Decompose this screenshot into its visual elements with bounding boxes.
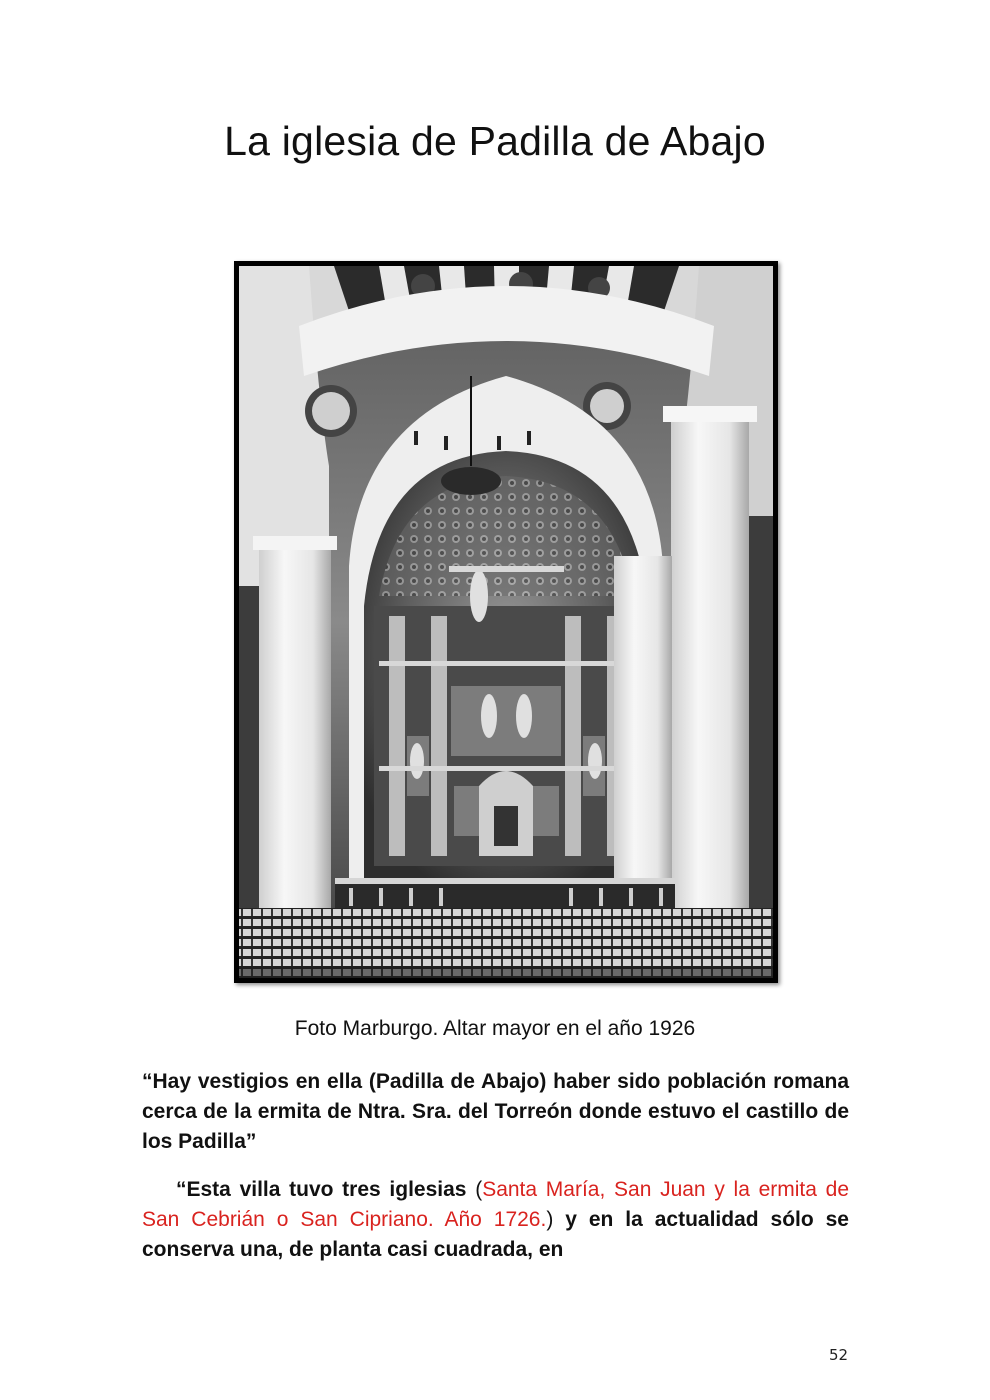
quote-paragraph-2 <box>142 1175 849 1265</box>
photo-caption: Foto Marburgo. Altar mayor en el año 1926 <box>294 1017 696 1040</box>
quote2-red-highlight: Santa María, San Juan y la ermita de San Cebrián o San Cipriano. Año 1726. <box>142 1178 850 1231</box>
quote2-text-end: y en la actualidad sólo se conserva una, de planta casi cuadrada, en <box>142 1208 849 1261</box>
altar-photo-illustration <box>239 266 773 978</box>
page-title: La iglesia de Padilla de Abajo <box>224 118 766 164</box>
quote2-paren-open: ( <box>475 1178 483 1201</box>
quote-paragraph-1: “Hay vestigios en ella (Padilla de Abajo) haber sido población romana cerca de la ermita de Ntra. Sra. del Torreón donde estuvo el castillo de los Padilla” <box>142 1070 849 1153</box>
page-number: 52 <box>829 1346 849 1364</box>
altar-photo <box>234 261 778 983</box>
quote2-paren-close: ) <box>546 1208 554 1231</box>
quote2-text-start: “Esta villa tuvo tres iglesias <box>176 1178 476 1201</box>
